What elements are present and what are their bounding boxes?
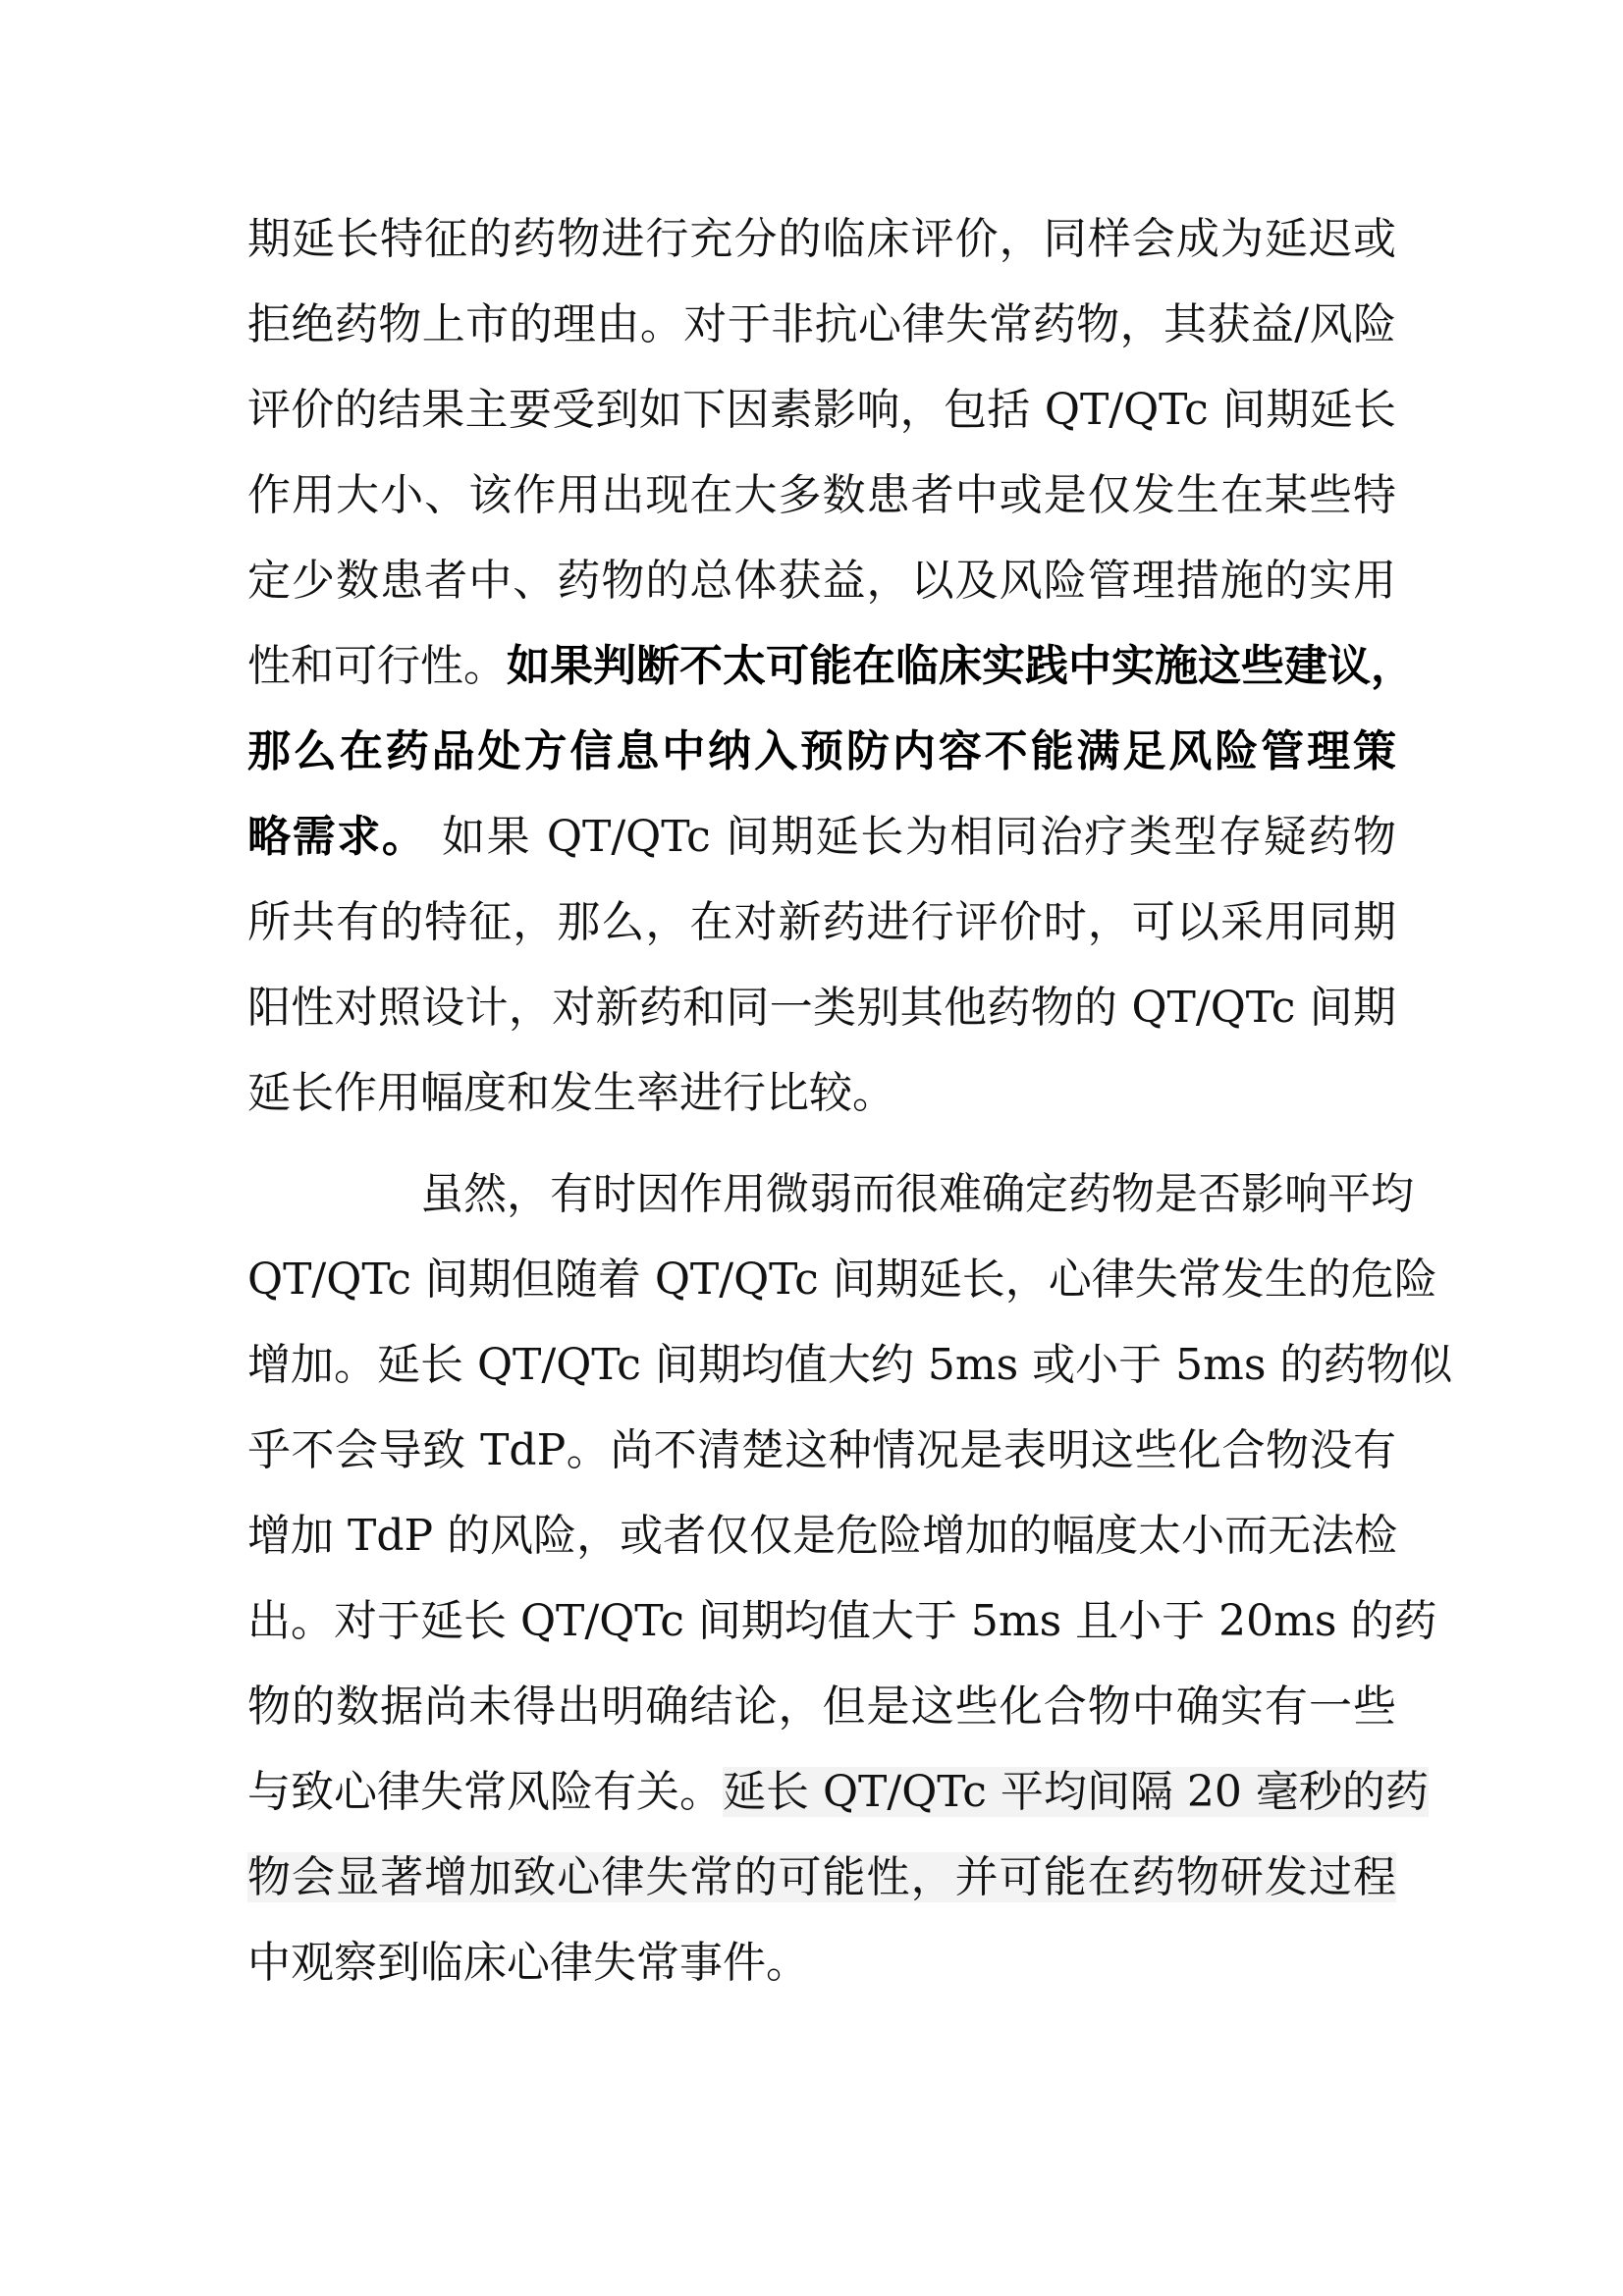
text-line: 增加。延长 QT/QTc 间期均值大约 5ms 或小于 5ms 的药物似 bbox=[247, 1340, 1453, 1390]
plain-text: 如果 QT/QTc 间期延长为相同治疗类型存疑药物 bbox=[426, 812, 1396, 862]
text-line: 中观察到临床心律失常事件。 bbox=[247, 1938, 809, 1988]
paragraph-1 bbox=[247, 196, 1414, 1136]
bold-text: 略需求。 bbox=[247, 812, 427, 862]
plain-text: 性和可行性。 bbox=[247, 641, 507, 691]
text-line: 物的数据尚未得出明确结论，但是这些化合物中确实有一些 bbox=[247, 1682, 1396, 1732]
highlighted-text: 物会显著增加致心律失常的可能性，并可能在药物研发过程 bbox=[247, 1852, 1396, 1902]
text-line: 拒绝药物上市的理由。对于非抗心律失常药物，其获益/风险 bbox=[247, 299, 1396, 349]
text-line: 阳性对照设计，对新药和同一类别其他药物的 QT/QTc 间期 bbox=[247, 983, 1396, 1033]
text-line: 评价的结果主要受到如下因素影响，包括 QT/QTc 间期延长 bbox=[247, 385, 1396, 435]
text-line: 定少数患者中、药物的总体获益，以及风险管理措施的实用 bbox=[247, 556, 1396, 606]
text-line: 延长作用幅度和发生率进行比较。 bbox=[247, 1068, 895, 1118]
text-line: 出。对于延长 QT/QTc 间期均值大于 5ms 且小于 20ms 的药 bbox=[247, 1596, 1437, 1646]
bold-text: 如果判断不太可能在临床实践中实施这些建议， bbox=[507, 641, 1414, 691]
text-line: 乎不会导致 TdP。尚不清楚这种情况是表明这些化合物没有 bbox=[247, 1425, 1396, 1475]
text-line bbox=[247, 1749, 1429, 1835]
bold-text: 那么在药品处方信息中纳入预防内容不能满足风险管理策 bbox=[247, 726, 1396, 776]
paragraph-2 bbox=[247, 1151, 1453, 2005]
text-line bbox=[247, 623, 1414, 709]
text-line: 期延长特征的药物进行充分的临床评价，同样会成为延迟或 bbox=[247, 214, 1396, 264]
text-line bbox=[247, 794, 1396, 880]
text-line: 作用大小、该作用出现在大多数患者中或是仅发生在某些特 bbox=[247, 470, 1396, 520]
plain-text: 与致心律失常风险有关。 bbox=[247, 1767, 723, 1817]
text-line bbox=[247, 709, 1396, 794]
text-line: 增加 TdP 的风险，或者仅仅是危险增加的幅度太小而无法检 bbox=[247, 1511, 1398, 1561]
text-line bbox=[247, 1835, 1396, 1920]
text-line: 虽然，有时因作用微弱而很难确定药物是否影响平均 bbox=[420, 1169, 1414, 1219]
text-line: QT/QTc 间期但随着 QT/QTc 间期延长，心律失常发生的危险 bbox=[247, 1255, 1437, 1305]
highlighted-text: 延长 QT/QTc 平均间隔 20 毫秒的药 bbox=[723, 1767, 1429, 1817]
text-line: 所共有的特征，那么，在对新药进行评价时，可以采用同期 bbox=[247, 897, 1396, 947]
